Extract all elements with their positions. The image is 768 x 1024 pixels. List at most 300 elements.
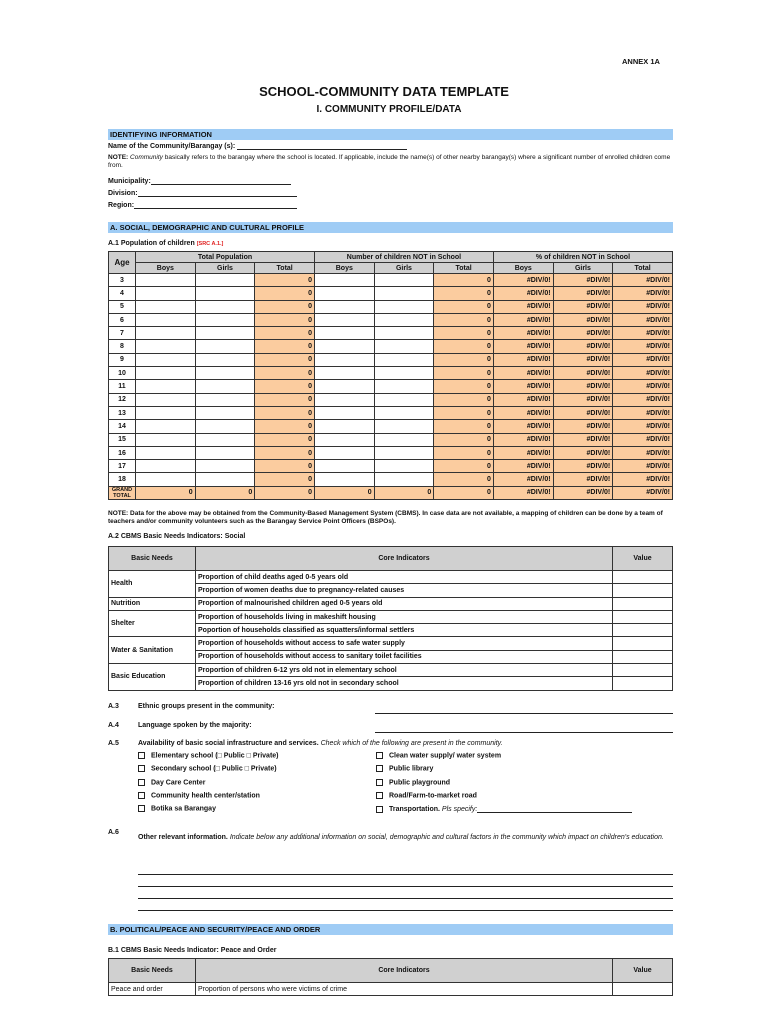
total-cell: 0 [434, 460, 494, 473]
subheader: Boys [493, 263, 553, 274]
checklist-item [138, 765, 279, 778]
core-indicators-header: Core Indicators [196, 959, 613, 983]
age-cell: 4 [109, 287, 136, 300]
girls-input-cell[interactable] [195, 300, 255, 313]
percent-cell: #DIV/0! [493, 340, 553, 353]
a1-label: A.1 Population of children [108, 240, 195, 247]
table-row [109, 274, 673, 287]
checklist-item [376, 805, 632, 818]
age-cell: 11 [109, 380, 136, 393]
checklist-label: Community health center/station [151, 792, 260, 800]
total-cell: 0 [434, 274, 494, 287]
girls-input-cell[interactable] [195, 327, 255, 340]
percent-cell: #DIV/0! [553, 473, 613, 486]
table-row [109, 406, 673, 419]
boys-input-cell[interactable] [136, 433, 196, 446]
percent-cell: #DIV/0! [613, 367, 673, 380]
percent-cell: #DIV/0! [553, 446, 613, 459]
grand-total-cell: 0 [195, 486, 255, 499]
annex-label: ANNEX 1A [622, 57, 660, 66]
boys-input-cell[interactable] [314, 460, 374, 473]
grand-total-cell: 0 [314, 486, 374, 499]
percent-cell: #DIV/0! [553, 340, 613, 353]
indicator-cell: Proportion of persons who were victims of crime [196, 983, 613, 996]
table-row [109, 460, 673, 473]
total-cell: 0 [434, 406, 494, 419]
boys-input-cell[interactable] [136, 460, 196, 473]
grand-total-row [109, 486, 673, 499]
indicator-cell: Proportion of women deaths due to pregnancy-related causes [196, 584, 613, 597]
checklist-label: Clean water supply/ water system [389, 752, 502, 760]
age-cell: 16 [109, 446, 136, 459]
boys-input-cell[interactable] [136, 327, 196, 340]
percent-cell: #DIV/0! [613, 313, 673, 326]
total-cell: 0 [434, 367, 494, 380]
girls-input-cell[interactable] [195, 406, 255, 419]
percent-cell: #DIV/0! [613, 327, 673, 340]
percent-cell: #DIV/0! [553, 433, 613, 446]
boys-input-cell[interactable] [314, 446, 374, 459]
girls-input-cell[interactable] [374, 393, 434, 406]
boys-input-cell[interactable] [136, 367, 196, 380]
total-cell: 0 [434, 300, 494, 313]
basic-need-cell: Nutrition [109, 597, 196, 610]
community-name-label: Name of the Community/Barangay (s): [108, 143, 236, 150]
boys-input-cell[interactable] [136, 274, 196, 287]
grand-total-cell: 0 [374, 486, 434, 499]
girls-input-cell[interactable] [374, 287, 434, 300]
boys-input-cell[interactable] [314, 393, 374, 406]
value-cell[interactable] [613, 664, 673, 677]
girls-input-cell[interactable] [374, 313, 434, 326]
checklist-item [376, 792, 632, 805]
cbms-social-table [108, 546, 673, 691]
age-cell: 18 [109, 473, 136, 486]
division-label: Division: [108, 190, 138, 197]
table-row [109, 637, 673, 650]
basic-need-cell: Water & Sanitation [109, 637, 196, 664]
percent-cell: #DIV/0! [553, 380, 613, 393]
girls-input-cell[interactable] [195, 287, 255, 300]
girls-input-cell[interactable] [374, 340, 434, 353]
boys-input-cell[interactable] [136, 473, 196, 486]
indicator-cell: Proportion of child deaths aged 0-5 years old [196, 571, 613, 584]
percent-cell: #DIV/0! [493, 367, 553, 380]
checkbox[interactable] [376, 806, 383, 813]
percent-cell: #DIV/0! [613, 420, 673, 433]
checklist-item [138, 792, 279, 805]
value-cell[interactable] [613, 571, 673, 584]
value-cell[interactable] [613, 610, 673, 623]
girls-input-cell[interactable] [374, 274, 434, 287]
total-cell: 0 [434, 393, 494, 406]
age-cell: 5 [109, 300, 136, 313]
value-header: Value [613, 959, 673, 983]
basic-need-cell: Shelter [109, 610, 196, 637]
checklist-item [376, 765, 632, 778]
a5-label: Availability of basic social infrastructure and services. [138, 740, 319, 747]
boys-input-cell[interactable] [136, 287, 196, 300]
percent-cell: #DIV/0! [553, 274, 613, 287]
boys-input-cell[interactable] [314, 433, 374, 446]
a5-instruction: Check which of the following are present in the community. [320, 740, 503, 747]
girls-input-cell[interactable] [374, 473, 434, 486]
girls-input-cell[interactable] [374, 353, 434, 366]
percent-cell: #DIV/0! [613, 393, 673, 406]
total-cell: 0 [255, 287, 315, 300]
total-cell: 0 [434, 327, 494, 340]
grand-total-percent: #DIV/0! [613, 486, 673, 499]
indicator-cell: Proportion of children 13-16 yrs old not in secondary school [196, 677, 613, 690]
checklist-label: Public playground [389, 778, 451, 786]
girls-input-cell[interactable] [195, 433, 255, 446]
a1-source: [SRC A.1.] [196, 241, 224, 247]
group-header: Number of children NOT in School [314, 252, 493, 263]
indicator-cell: Proportion of households without access to safe water supply [196, 637, 613, 650]
percent-cell: #DIV/0! [493, 433, 553, 446]
boys-input-cell[interactable] [314, 473, 374, 486]
a5-number: A.5 [108, 740, 119, 747]
checkbox[interactable] [376, 765, 383, 772]
value-cell[interactable] [613, 597, 673, 610]
total-cell: 0 [255, 353, 315, 366]
girls-input-cell[interactable] [195, 393, 255, 406]
percent-cell: #DIV/0! [493, 300, 553, 313]
boys-input-cell[interactable] [136, 380, 196, 393]
percent-cell: #DIV/0! [553, 406, 613, 419]
percent-cell: #DIV/0! [553, 353, 613, 366]
total-cell: 0 [255, 274, 315, 287]
a6-instruction: Indicate below any additional information on social, demographic and cultural factors in the community which impact on children's education. [229, 834, 664, 841]
other-info-lines[interactable] [138, 863, 673, 911]
boys-input-cell[interactable] [314, 367, 374, 380]
checklist-label: Public library [389, 765, 434, 773]
age-cell: 15 [109, 433, 136, 446]
age-cell: 3 [109, 274, 136, 287]
boys-input-cell[interactable] [314, 406, 374, 419]
table-row [109, 287, 673, 300]
page-title: SCHOOL-COMMUNITY DATA TEMPLATE [259, 84, 509, 99]
table-row [109, 313, 673, 326]
grand-total-cell: 0 [136, 486, 196, 499]
checklist-item [376, 752, 632, 765]
total-cell: 0 [255, 420, 315, 433]
girls-input-cell[interactable] [374, 300, 434, 313]
table-row [109, 433, 673, 446]
age-cell: 10 [109, 367, 136, 380]
total-cell: 0 [434, 433, 494, 446]
region-label: Region: [108, 202, 135, 209]
group-header: Total Population [136, 252, 315, 263]
subheader: Total [434, 263, 494, 274]
girls-input-cell[interactable] [374, 380, 434, 393]
table-row [109, 393, 673, 406]
girls-input-cell[interactable] [374, 433, 434, 446]
grand-total-label: GRAND TOTAL [109, 486, 136, 499]
girls-input-cell[interactable] [195, 313, 255, 326]
checklist-item [138, 752, 279, 765]
subheader: Girls [195, 263, 255, 274]
girls-input-cell[interactable] [195, 353, 255, 366]
table-row [109, 597, 673, 610]
table-row [109, 610, 673, 623]
total-cell: 0 [255, 473, 315, 486]
total-cell: 0 [255, 446, 315, 459]
percent-cell: #DIV/0! [493, 473, 553, 486]
checklist-label: Day Care Center [151, 778, 206, 786]
subheader: Girls [553, 263, 613, 274]
girls-input-cell[interactable] [374, 460, 434, 473]
age-cell: 7 [109, 327, 136, 340]
percent-cell: #DIV/0! [613, 433, 673, 446]
girls-input-cell[interactable] [374, 367, 434, 380]
checkbox[interactable] [138, 765, 145, 772]
basic-need-cell: Basic Education [109, 664, 196, 691]
percent-cell: #DIV/0! [613, 300, 673, 313]
percent-cell: #DIV/0! [553, 287, 613, 300]
checkbox[interactable] [376, 752, 383, 759]
checkbox[interactable] [138, 792, 145, 799]
checklist-item [138, 805, 279, 818]
total-cell: 0 [255, 340, 315, 353]
girls-input-cell[interactable] [195, 460, 255, 473]
percent-cell: #DIV/0! [613, 340, 673, 353]
transport-specify-label: Pls specify: [441, 806, 478, 814]
population-note: NOTE: Data for the above may be obtained from the Community-Based Management System (CBMS). In case data are not available, a mapping of children can be done by a team of teachers and/or community volunteers such as the Barangay Service Point Officers (BSPOs). [108, 510, 663, 525]
population-table [108, 251, 673, 500]
percent-cell: #DIV/0! [613, 274, 673, 287]
total-cell: 0 [255, 433, 315, 446]
boys-input-cell[interactable] [136, 300, 196, 313]
boys-input-cell[interactable] [314, 313, 374, 326]
percent-cell: #DIV/0! [493, 327, 553, 340]
percent-cell: #DIV/0! [613, 446, 673, 459]
table-row [109, 327, 673, 340]
age-cell: 6 [109, 313, 136, 326]
grand-total-percent: #DIV/0! [493, 486, 553, 499]
total-cell: 0 [255, 460, 315, 473]
checklist-label: Botika sa Barangay [151, 805, 216, 813]
percent-cell: #DIV/0! [553, 313, 613, 326]
boys-input-cell[interactable] [136, 406, 196, 419]
value-header: Value [613, 547, 673, 571]
indicator-cell: Proportion of households living in makeshift housing [196, 610, 613, 623]
community-name-field[interactable] [237, 142, 407, 150]
total-cell: 0 [434, 420, 494, 433]
division-field[interactable] [138, 189, 297, 197]
age-cell: 13 [109, 406, 136, 419]
total-cell: 0 [255, 300, 315, 313]
total-cell: 0 [255, 327, 315, 340]
basic-need-cell: Peace and order [109, 983, 196, 996]
total-cell: 0 [434, 473, 494, 486]
table-row [109, 664, 673, 677]
table-row [109, 353, 673, 366]
girls-input-cell[interactable] [374, 446, 434, 459]
boys-input-cell[interactable] [136, 353, 196, 366]
table-row [109, 380, 673, 393]
cbms-peace-table [108, 958, 673, 996]
percent-cell: #DIV/0! [613, 406, 673, 419]
boys-input-cell[interactable] [314, 287, 374, 300]
percent-cell: #DIV/0! [493, 380, 553, 393]
table-row [109, 300, 673, 313]
percent-cell: #DIV/0! [493, 313, 553, 326]
subheader: Girls [374, 263, 434, 274]
a2-label: A.2 CBMS Basic Needs Indicators: Social [108, 533, 246, 540]
percent-cell: #DIV/0! [493, 420, 553, 433]
girls-input-cell[interactable] [195, 380, 255, 393]
section-b-header: B. POLITICAL/PEACE AND SECURITY/PEACE AND ORDER [108, 924, 673, 935]
a3-label: Ethnic groups present in the community: [138, 703, 275, 710]
value-cell[interactable] [613, 637, 673, 650]
girls-input-cell[interactable] [374, 420, 434, 433]
table-row [109, 340, 673, 353]
a6-label: Other relevant information. [138, 834, 228, 841]
group-header: % of children NOT in School [493, 252, 672, 263]
grand-total-cell: 0 [434, 486, 494, 499]
checkbox[interactable] [138, 805, 145, 812]
percent-cell: #DIV/0! [613, 473, 673, 486]
municipality-field[interactable] [151, 177, 291, 185]
value-cell[interactable] [613, 650, 673, 663]
age-cell: 14 [109, 420, 136, 433]
age-cell: 9 [109, 353, 136, 366]
boys-input-cell[interactable] [314, 300, 374, 313]
checklist-label: Road/Farm-to-market road [389, 792, 477, 800]
boys-input-cell[interactable] [136, 313, 196, 326]
checkbox[interactable] [376, 792, 383, 799]
a4-label: Language spoken by the majority: [138, 722, 252, 729]
basic-needs-header: Basic Needs [109, 959, 196, 983]
total-cell: 0 [255, 367, 315, 380]
indicator-cell: Proportion of children 6-12 yrs old not in elementary school [196, 664, 613, 677]
checkbox[interactable] [138, 752, 145, 759]
total-cell: 0 [434, 340, 494, 353]
total-cell: 0 [434, 287, 494, 300]
total-cell: 0 [434, 353, 494, 366]
girls-input-cell[interactable] [195, 420, 255, 433]
girls-input-cell[interactable] [374, 406, 434, 419]
language-field[interactable] [375, 725, 673, 733]
grand-total-cell: 0 [255, 486, 315, 499]
page-subtitle: I. COMMUNITY PROFILE/DATA [316, 104, 462, 115]
percent-cell: #DIV/0! [553, 327, 613, 340]
percent-cell: #DIV/0! [553, 393, 613, 406]
subheader: Boys [314, 263, 374, 274]
a3-number: A.3 [108, 703, 119, 710]
boys-input-cell[interactable] [136, 446, 196, 459]
grand-total-percent: #DIV/0! [553, 486, 613, 499]
table-row [109, 571, 673, 584]
percent-cell: #DIV/0! [553, 367, 613, 380]
basic-need-cell: Health [109, 571, 196, 598]
transport-specify-field[interactable] [477, 805, 632, 813]
total-cell: 0 [255, 406, 315, 419]
girls-input-cell[interactable] [195, 340, 255, 353]
age-cell: 12 [109, 393, 136, 406]
percent-cell: #DIV/0! [493, 353, 553, 366]
girls-input-cell[interactable] [374, 327, 434, 340]
checkbox[interactable] [376, 779, 383, 786]
boys-input-cell[interactable] [314, 380, 374, 393]
subheader: Boys [136, 263, 196, 274]
checklist-label: Elementary school (□ Public □ Private) [151, 752, 279, 760]
section-a-header: A. SOCIAL, DEMOGRAPHIC AND CULTURAL PROFILE [108, 222, 673, 233]
b1-label: B.1 CBMS Basic Needs Indicator: Peace and Order [108, 947, 277, 954]
total-cell: 0 [434, 380, 494, 393]
total-cell: 0 [255, 313, 315, 326]
boys-input-cell[interactable] [136, 393, 196, 406]
table-row [109, 473, 673, 486]
a4-number: A.4 [108, 722, 119, 729]
boys-input-cell[interactable] [136, 340, 196, 353]
total-cell: 0 [255, 380, 315, 393]
percent-cell: #DIV/0! [553, 460, 613, 473]
municipality-label: Municipality: [108, 178, 151, 185]
age-cell: 8 [109, 340, 136, 353]
indicator-cell: Proportion of households without access to sanitary toilet facilities [196, 650, 613, 663]
table-row [109, 446, 673, 459]
boys-input-cell[interactable] [314, 420, 374, 433]
checklist-item [138, 779, 279, 792]
percent-cell: #DIV/0! [493, 406, 553, 419]
percent-cell: #DIV/0! [553, 300, 613, 313]
age-cell: 17 [109, 460, 136, 473]
indicator-cell: Poportion of households classified as squatters/informal settlers [196, 624, 613, 637]
table-row [109, 420, 673, 433]
percent-cell: #DIV/0! [613, 287, 673, 300]
percent-cell: #DIV/0! [493, 393, 553, 406]
value-cell[interactable] [613, 677, 673, 690]
girls-input-cell[interactable] [195, 446, 255, 459]
indicator-cell: Proportion of malnourished children aged 0-5 years old [196, 597, 613, 610]
boys-input-cell[interactable] [314, 353, 374, 366]
girls-input-cell[interactable] [195, 274, 255, 287]
boys-input-cell[interactable] [136, 420, 196, 433]
girls-input-cell[interactable] [195, 473, 255, 486]
percent-cell: #DIV/0! [493, 274, 553, 287]
percent-cell: #DIV/0! [613, 380, 673, 393]
core-indicators-header: Core Indicators [196, 547, 613, 571]
checklist-label: Secondary school (□ Public □ Private) [151, 765, 277, 773]
ethnic-groups-field[interactable] [375, 706, 673, 714]
percent-cell: #DIV/0! [613, 460, 673, 473]
total-cell: 0 [434, 446, 494, 459]
a6-number: A.6 [108, 829, 119, 836]
percent-cell: #DIV/0! [493, 460, 553, 473]
value-cell[interactable] [613, 584, 673, 597]
boys-input-cell[interactable] [314, 340, 374, 353]
age-header: Age [109, 252, 136, 274]
checkbox[interactable] [138, 779, 145, 786]
subheader: Total [613, 263, 673, 274]
value-cell[interactable] [613, 624, 673, 637]
boys-input-cell[interactable] [314, 327, 374, 340]
total-cell: 0 [434, 313, 494, 326]
girls-input-cell[interactable] [195, 367, 255, 380]
value-cell[interactable] [613, 983, 673, 996]
subheader: Total [255, 263, 315, 274]
checklist-item [376, 779, 632, 792]
percent-cell: #DIV/0! [553, 420, 613, 433]
region-field[interactable] [134, 201, 297, 209]
table-row [109, 367, 673, 380]
total-cell: 0 [255, 393, 315, 406]
boys-input-cell[interactable] [314, 274, 374, 287]
percent-cell: #DIV/0! [493, 287, 553, 300]
basic-needs-header: Basic Needs [109, 547, 196, 571]
